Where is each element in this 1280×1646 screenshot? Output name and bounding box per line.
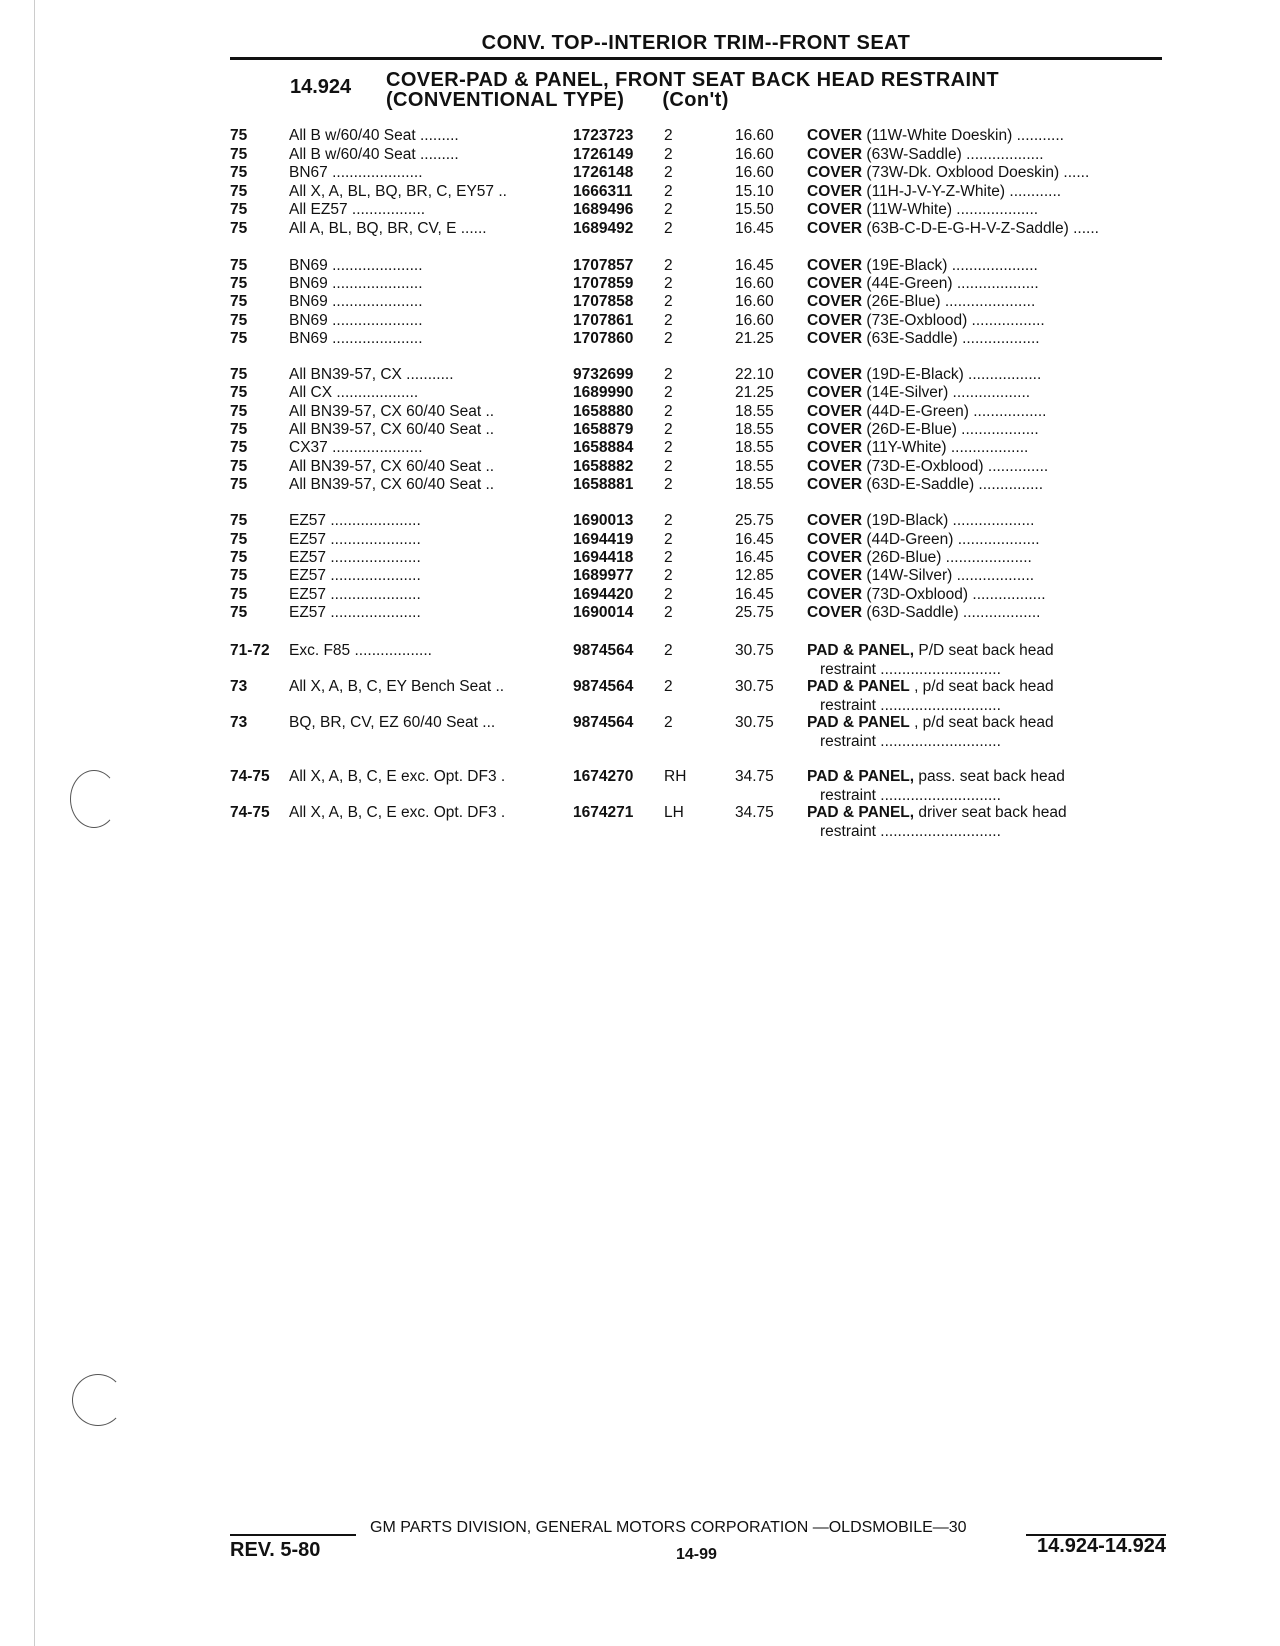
description-text: (19E-Black) .................... xyxy=(862,257,1038,274)
quantity-cell: 2 xyxy=(664,642,673,659)
price-cell: 21.25 xyxy=(735,330,774,347)
description-keyword: COVER xyxy=(807,201,863,218)
price-cell: 34.75 xyxy=(735,768,774,785)
part-number-cell: 1658884 xyxy=(573,439,634,456)
description-cell xyxy=(807,329,1164,348)
footer-revision: REV. 5-80 xyxy=(230,1539,321,1561)
model-cell: All BN39-57, CX 60/40 Seat .. xyxy=(289,403,495,420)
price-cell: 21.25 xyxy=(735,384,774,401)
model-cell: EZ57 ..................... xyxy=(289,604,421,621)
price-cell: 16.45 xyxy=(735,220,774,237)
description-text: (44D-E-Green) ................. xyxy=(862,403,1047,420)
model-cell: EZ57 ..................... xyxy=(289,567,421,584)
description-keyword: COVER xyxy=(807,604,863,621)
year-cell: 75 xyxy=(230,312,248,329)
quantity-cell: 2 xyxy=(664,403,673,420)
model-cell: Exc. F85 .................. xyxy=(289,642,432,659)
price-cell: 18.55 xyxy=(735,476,774,493)
footer-section-range: 14.924-14.924 xyxy=(1036,1535,1166,1557)
description-cell xyxy=(807,511,1164,530)
footer-rule-left xyxy=(230,1534,356,1536)
quantity-cell: 2 xyxy=(664,549,673,566)
part-number-cell: 1726148 xyxy=(573,164,634,181)
description-text: (11W-White) ................... xyxy=(862,201,1039,218)
year-cell: 75 xyxy=(230,458,248,475)
description-cell xyxy=(807,713,1164,732)
quantity-cell: 2 xyxy=(664,714,673,731)
price-cell: 34.75 xyxy=(735,804,774,821)
description-keyword: COVER xyxy=(807,531,863,548)
quantity-cell: 2 xyxy=(664,366,673,383)
description-cell xyxy=(807,457,1164,476)
part-number-cell: 1690014 xyxy=(573,604,634,621)
description-cell xyxy=(807,292,1164,311)
description-keyword: COVER xyxy=(807,220,863,237)
footer-page-number: 14-99 xyxy=(676,1546,717,1563)
description-keyword: PAD & PANEL, xyxy=(807,768,915,785)
model-cell: BN69 ..................... xyxy=(289,330,423,347)
part-number-cell: 1689496 xyxy=(573,201,634,218)
description-text: P/D seat back head xyxy=(914,642,1054,659)
table-row xyxy=(0,585,1280,604)
price-cell: 16.45 xyxy=(735,531,774,548)
description-continuation: restraint ............................ xyxy=(820,733,1001,750)
description-cell xyxy=(807,219,1164,238)
description-cell xyxy=(807,530,1164,549)
table-row xyxy=(0,713,1280,732)
description-text: (19D-E-Black) ................. xyxy=(862,366,1042,383)
year-cell: 75 xyxy=(230,201,248,218)
description-text: (73E-Oxblood) ................. xyxy=(862,312,1045,329)
price-cell: 16.60 xyxy=(735,146,774,163)
model-cell: All A, BL, BQ, BR, CV, E ...... xyxy=(289,220,487,237)
table-row xyxy=(0,420,1280,439)
table-row xyxy=(0,274,1280,293)
description-cell xyxy=(807,641,1164,660)
description-cell xyxy=(807,126,1164,145)
description-keyword: COVER xyxy=(807,458,863,475)
year-cell: 75 xyxy=(230,330,248,347)
quantity-cell: 2 xyxy=(664,293,673,310)
price-cell: 22.10 xyxy=(735,366,774,383)
model-cell: All BN39-57, CX 60/40 Seat .. xyxy=(289,458,495,475)
part-number-cell: 1689492 xyxy=(573,220,634,237)
quantity-cell: 2 xyxy=(664,458,673,475)
description-keyword: PAD & PANEL, xyxy=(807,804,915,821)
year-cell: 75 xyxy=(230,220,248,237)
model-cell: All BN39-57, CX ........... xyxy=(289,366,454,383)
table-row xyxy=(0,329,1280,348)
part-number-cell: 1658882 xyxy=(573,458,634,475)
year-cell: 73 xyxy=(230,714,248,731)
part-number-cell: 1707858 xyxy=(573,293,634,310)
model-cell: All B w/60/40 Seat ......... xyxy=(289,146,459,163)
part-number-cell: 1690013 xyxy=(573,512,634,529)
description-cell xyxy=(807,365,1164,384)
price-cell: 30.75 xyxy=(735,714,774,731)
description-cell xyxy=(807,585,1164,604)
description-text: , p/d seat back head xyxy=(909,678,1054,695)
description-keyword: COVER xyxy=(807,164,863,181)
description-keyword: PAD & PANEL xyxy=(807,714,910,731)
price-cell: 30.75 xyxy=(735,678,774,695)
table-row xyxy=(0,365,1280,384)
price-cell: 16.60 xyxy=(735,127,774,144)
description-keyword: COVER xyxy=(807,476,863,493)
description-cell xyxy=(807,274,1164,293)
model-cell: BQ, BR, CV, EZ 60/40 Seat ... xyxy=(289,714,496,731)
description-text: (63D-E-Saddle) ............... xyxy=(862,476,1044,493)
model-cell: EZ57 ..................... xyxy=(289,586,421,603)
description-keyword: COVER xyxy=(807,183,863,200)
footer-division: GM PARTS DIVISION, GENERAL MOTORS CORPORATION —OLDSMOBILE—30 xyxy=(370,1519,967,1536)
year-cell: 75 xyxy=(230,146,248,163)
table-row xyxy=(0,200,1280,219)
model-cell: All B w/60/40 Seat ......... xyxy=(289,127,459,144)
quantity-cell: 2 xyxy=(664,476,673,493)
part-number-cell: 1666311 xyxy=(573,183,633,200)
year-cell: 75 xyxy=(230,183,248,200)
price-cell: 25.75 xyxy=(735,604,774,621)
description-keyword: COVER xyxy=(807,512,863,529)
model-cell: All X, A, BL, BQ, BR, C, EY57 .. xyxy=(289,183,507,200)
description-text: (63E-Saddle) .................. xyxy=(862,330,1040,347)
description-cell xyxy=(807,677,1164,696)
year-cell: 75 xyxy=(230,293,248,310)
year-cell: 75 xyxy=(230,512,248,529)
table-row xyxy=(0,383,1280,402)
part-number-cell: 1707859 xyxy=(573,275,634,292)
quantity-cell: 2 xyxy=(664,586,673,603)
part-number-cell: 1658881 xyxy=(573,476,634,493)
model-cell: BN69 ..................... xyxy=(289,293,423,310)
price-cell: 16.60 xyxy=(735,164,774,181)
quantity-cell: 2 xyxy=(664,220,673,237)
quantity-cell: 2 xyxy=(664,330,673,347)
table-row xyxy=(0,511,1280,530)
description-keyword: COVER xyxy=(807,312,863,329)
part-number-cell: 1694419 xyxy=(573,531,634,548)
table-row xyxy=(0,219,1280,238)
description-text: (26E-Blue) ..................... xyxy=(862,293,1036,310)
year-cell: 75 xyxy=(230,586,248,603)
description-keyword: COVER xyxy=(807,275,863,292)
year-cell: 71-72 xyxy=(230,642,270,659)
description-keyword: PAD & PANEL, xyxy=(807,642,915,659)
model-cell: All BN39-57, CX 60/40 Seat .. xyxy=(289,421,495,438)
description-text: (63D-Saddle) .................. xyxy=(862,604,1041,621)
price-cell: 18.55 xyxy=(735,403,774,420)
part-number-cell: 1689977 xyxy=(573,567,634,584)
part-number-cell: 1707857 xyxy=(573,257,634,274)
description-continuation: restraint ............................ xyxy=(820,661,1001,678)
description-text: (73W-Dk. Oxblood Doeskin) ...... xyxy=(862,164,1090,181)
quantity-cell: 2 xyxy=(664,567,673,584)
table-row xyxy=(0,145,1280,164)
description-keyword: COVER xyxy=(807,366,863,383)
model-cell: BN69 ..................... xyxy=(289,257,423,274)
description-keyword: COVER xyxy=(807,586,863,603)
table-row xyxy=(0,530,1280,549)
price-cell: 15.10 xyxy=(735,183,774,200)
part-number-cell: 9874564 xyxy=(573,642,634,659)
table-row xyxy=(0,311,1280,330)
description-cell xyxy=(807,767,1164,786)
description-cell xyxy=(807,200,1164,219)
year-cell: 75 xyxy=(230,567,248,584)
part-number-cell: 1674270 xyxy=(573,768,634,785)
description-cell xyxy=(807,163,1164,182)
description-keyword: COVER xyxy=(807,567,863,584)
year-cell: 75 xyxy=(230,476,248,493)
description-text: (26D-Blue) .................... xyxy=(862,549,1032,566)
part-number-cell: 1674271 xyxy=(573,804,634,821)
table-row xyxy=(0,438,1280,457)
section-title-cont: (Con't) xyxy=(662,89,729,111)
table-row xyxy=(0,677,1280,696)
description-cell xyxy=(807,402,1164,421)
description-text: (73D-Oxblood) ................. xyxy=(862,586,1046,603)
model-cell: EZ57 ..................... xyxy=(289,531,421,548)
table-row xyxy=(0,603,1280,622)
year-cell: 75 xyxy=(230,403,248,420)
quantity-cell: 2 xyxy=(664,127,673,144)
description-text: (19D-Black) ................... xyxy=(862,512,1035,529)
description-text: (11H-J-V-Y-Z-White) ............ xyxy=(862,183,1062,200)
price-cell: 16.45 xyxy=(735,257,774,274)
part-number-cell: 1658879 xyxy=(573,421,634,438)
description-text: (63B-C-D-E-G-H-V-Z-Saddle) ...... xyxy=(862,220,1099,237)
description-cell xyxy=(807,566,1164,585)
description-keyword: COVER xyxy=(807,421,863,438)
quantity-cell: 2 xyxy=(664,201,673,218)
model-cell: CX37 ..................... xyxy=(289,439,423,456)
description-cell xyxy=(807,256,1164,275)
price-cell: 25.75 xyxy=(735,512,774,529)
table-row-continuation xyxy=(0,732,1280,751)
year-cell: 75 xyxy=(230,531,248,548)
price-cell: 30.75 xyxy=(735,642,774,659)
quantity-cell: LH xyxy=(664,804,684,821)
part-number-cell: 1707860 xyxy=(573,330,634,347)
table-row-continuation xyxy=(0,822,1280,841)
model-cell: All EZ57 ................. xyxy=(289,201,426,218)
description-cell xyxy=(807,145,1164,164)
table-row xyxy=(0,767,1280,786)
table-row xyxy=(0,292,1280,311)
year-cell: 75 xyxy=(230,164,248,181)
year-cell: 75 xyxy=(230,421,248,438)
description-text: pass. seat back head xyxy=(914,768,1065,785)
year-cell: 75 xyxy=(230,604,248,621)
description-text: (11W-White Doeskin) ........... xyxy=(862,127,1064,144)
description-keyword: COVER xyxy=(807,293,863,310)
description-keyword: PAD & PANEL xyxy=(807,678,910,695)
description-text: (44E-Green) ................... xyxy=(862,275,1039,292)
model-cell: BN69 ..................... xyxy=(289,312,423,329)
year-cell: 75 xyxy=(230,366,248,383)
model-cell: All BN39-57, CX 60/40 Seat .. xyxy=(289,476,495,493)
model-cell: All CX ................... xyxy=(289,384,419,401)
description-keyword: COVER xyxy=(807,127,863,144)
table-row xyxy=(0,182,1280,201)
part-number-cell: 1694418 xyxy=(573,549,634,566)
quantity-cell: 2 xyxy=(664,146,673,163)
table-row xyxy=(0,566,1280,585)
description-continuation: restraint ............................ xyxy=(820,823,1001,840)
description-cell xyxy=(807,475,1164,494)
model-cell: EZ57 ..................... xyxy=(289,512,421,529)
description-text: , p/d seat back head xyxy=(909,714,1054,731)
description-text: (26D-E-Blue) .................. xyxy=(862,421,1039,438)
year-cell: 75 xyxy=(230,439,248,456)
year-cell: 73 xyxy=(230,678,248,695)
part-number-cell: 9732699 xyxy=(573,366,634,383)
quantity-cell: 2 xyxy=(664,512,673,529)
description-cell xyxy=(807,420,1164,439)
year-cell: 75 xyxy=(230,127,248,144)
description-text: (44D-Green) ................... xyxy=(862,531,1040,548)
part-number-cell: 9874564 xyxy=(573,678,634,695)
quantity-cell: 2 xyxy=(664,257,673,274)
description-text: (14W-Silver) .................. xyxy=(862,567,1035,584)
part-number-cell: 1658880 xyxy=(573,403,634,420)
description-cell xyxy=(807,438,1164,457)
description-cell xyxy=(807,803,1164,822)
model-cell: BN67 ..................... xyxy=(289,164,423,181)
description-keyword: COVER xyxy=(807,403,863,420)
table-row xyxy=(0,126,1280,145)
price-cell: 16.60 xyxy=(735,293,774,310)
part-number-cell: 9874564 xyxy=(573,714,634,731)
description-text: (11Y-White) .................. xyxy=(862,439,1029,456)
table-row xyxy=(0,475,1280,494)
model-cell: All X, A, B, C, E exc. Opt. DF3 . xyxy=(289,804,506,821)
description-keyword: COVER xyxy=(807,439,863,456)
quantity-cell: 2 xyxy=(664,312,673,329)
model-cell: BN69 ..................... xyxy=(289,275,423,292)
model-cell: All X, A, B, C, E exc. Opt. DF3 . xyxy=(289,768,506,785)
price-cell: 16.45 xyxy=(735,549,774,566)
year-cell: 75 xyxy=(230,257,248,274)
table-row xyxy=(0,256,1280,275)
year-cell: 75 xyxy=(230,275,248,292)
part-number-cell: 1694420 xyxy=(573,586,634,603)
model-cell: All X, A, B, C, EY Bench Seat .. xyxy=(289,678,505,695)
section-title-type: (CONVENTIONAL TYPE) xyxy=(386,89,625,111)
table-row xyxy=(0,803,1280,822)
description-cell xyxy=(807,603,1164,622)
price-cell: 12.85 xyxy=(735,567,774,584)
price-cell: 18.55 xyxy=(735,421,774,438)
price-cell: 18.55 xyxy=(735,439,774,456)
price-cell: 15.50 xyxy=(735,201,774,218)
description-continuation: restraint ............................ xyxy=(820,697,1001,714)
description-cell xyxy=(807,182,1164,201)
price-cell: 16.45 xyxy=(735,586,774,603)
section-number: 14.924 xyxy=(290,76,352,98)
description-keyword: COVER xyxy=(807,549,863,566)
quantity-cell: 2 xyxy=(664,183,673,200)
description-cell xyxy=(807,548,1164,567)
year-cell: 75 xyxy=(230,549,248,566)
page-title: CONV. TOP--INTERIOR TRIM--FRONT SEAT xyxy=(481,32,911,54)
part-number-cell: 1689990 xyxy=(573,384,634,401)
model-cell: EZ57 ..................... xyxy=(289,549,421,566)
year-cell: 74-75 xyxy=(230,768,270,785)
part-number-cell: 1726149 xyxy=(573,146,634,163)
quantity-cell: 2 xyxy=(664,421,673,438)
description-cell xyxy=(807,383,1164,402)
table-row xyxy=(0,641,1280,660)
section-title-line1: COVER-PAD & PANEL, FRONT SEAT BACK HEAD RESTRAINT xyxy=(386,69,999,91)
description-keyword: COVER xyxy=(807,146,863,163)
quantity-cell: 2 xyxy=(664,275,673,292)
description-keyword: COVER xyxy=(807,330,863,347)
year-cell: 75 xyxy=(230,384,248,401)
description-text: driver seat back head xyxy=(914,804,1067,821)
price-cell: 16.60 xyxy=(735,275,774,292)
description-continuation: restraint ............................ xyxy=(820,787,1001,804)
description-keyword: COVER xyxy=(807,257,863,274)
description-text: (73D-E-Oxblood) .............. xyxy=(862,458,1049,475)
year-cell: 74-75 xyxy=(230,804,270,821)
quantity-cell: 2 xyxy=(664,531,673,548)
quantity-cell: 2 xyxy=(664,384,673,401)
table-row xyxy=(0,402,1280,421)
table-row xyxy=(0,548,1280,567)
table-row xyxy=(0,457,1280,476)
quantity-cell: 2 xyxy=(664,164,673,181)
description-text: (14E-Silver) .................. xyxy=(862,384,1031,401)
price-cell: 18.55 xyxy=(735,458,774,475)
description-keyword: COVER xyxy=(807,384,863,401)
part-number-cell: 1723723 xyxy=(573,127,634,144)
quantity-cell: 2 xyxy=(664,604,673,621)
description-text: (63W-Saddle) .................. xyxy=(862,146,1044,163)
table-row xyxy=(0,163,1280,182)
quantity-cell: 2 xyxy=(664,678,673,695)
price-cell: 16.60 xyxy=(735,312,774,329)
quantity-cell: 2 xyxy=(664,439,673,456)
description-cell xyxy=(807,311,1164,330)
quantity-cell: RH xyxy=(664,768,687,785)
part-number-cell: 1707861 xyxy=(573,312,634,329)
